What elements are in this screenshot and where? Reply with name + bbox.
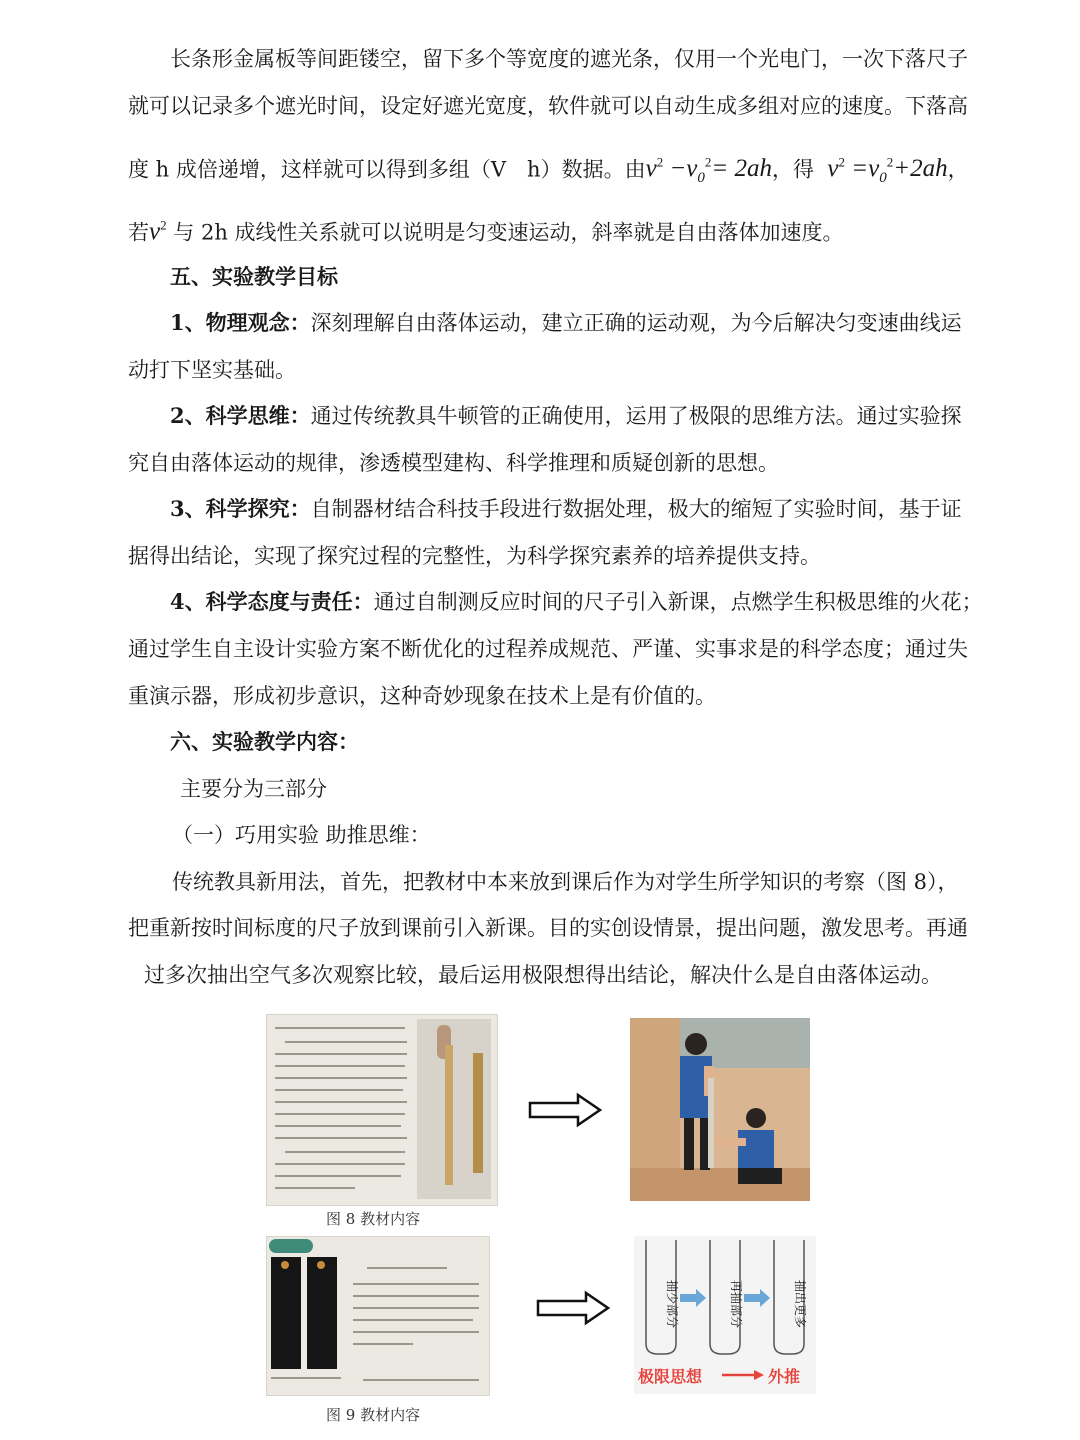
para1-line4: 若$v^2$ 与 2h 成线性关系就可以说明是匀变速运动，斜率就是自由落体加速度。 — [128, 218, 844, 246]
tube3-label: 抽出更多 — [793, 1280, 807, 1329]
tube1-label: 抽少部分 — [665, 1280, 679, 1329]
textbook-page-image — [266, 1014, 498, 1206]
arrow-right-icon — [536, 1290, 612, 1326]
limit-thinking-diagram — [634, 1236, 816, 1394]
goal4: 4、科学态度与责任：通过自制测反应时间的尺子引入新课，点燃学生积极思维的火花； — [170, 589, 983, 614]
goal3: 3、科学探究：自制器材结合科技手段进行数据处理，极大的缩短了实验时间，基于证 — [170, 496, 962, 521]
figure8-caption: 图 8 教材内容 — [326, 1210, 421, 1228]
goal3-cont: 据得出结论，实现了探究过程的完整性，为科学探究素养的培养提供支持。 — [128, 544, 821, 568]
figure9-caption: 图 9 教材内容 — [326, 1406, 421, 1424]
goal1: 1、物理观念：深刻理解自由落体运动，建立正确的运动观，为今后解决匀变速曲线运 — [170, 310, 962, 335]
arrow-right-icon — [744, 1289, 770, 1307]
arrow-right-icon — [680, 1289, 706, 1307]
goal2-cont: 究自由落体运动的规律，渗透模型建构、科学推理和质疑创新的思想。 — [128, 451, 779, 475]
goal4-cont2: 重演示器，形成初步意识，这种奇妙现象在技术上是有价值的。 — [128, 684, 716, 708]
goal1-cont: 动打下坚实基础。 — [128, 358, 296, 382]
part1-heading: （一）巧用实验 助推思维： — [172, 823, 431, 847]
part1-line3: 过多次抽出空气多次观察比较，最后运用极限想得出结论，解决什么是自由落体运动。 — [144, 963, 942, 987]
section5-heading: 五、实验教学目标 — [170, 264, 338, 289]
classroom-photo — [630, 1018, 810, 1201]
section6-sub: 主要分为三部分 — [180, 777, 327, 801]
part1-line1: 传统教具新用法，首先，把教材中本来放到课后作为对学生所学知识的考察（图 8）， — [172, 870, 959, 894]
arrow-right-icon — [754, 1370, 764, 1380]
tube2-label: 再抽部分 — [729, 1280, 743, 1329]
newton-tube-page-image — [266, 1236, 490, 1396]
goal4-cont1: 通过学生自主设计实验方案不断优化的过程养成规范、严谨、实事求是的科学态度；通过失 — [128, 637, 968, 661]
extrapolation-label: 外推 — [768, 1367, 801, 1386]
goal2: 2、科学思维：通过传统教具牛顿管的正确使用，运用了极限的思维方法。通过实验探 — [170, 403, 962, 428]
section6-heading: 六、实验教学内容： — [170, 729, 359, 754]
para1-line2: 就可以记录多个遮光时间，设定好遮光宽度，软件就可以自动生成多组对应的速度。下落高 — [128, 94, 968, 118]
para1-line1: 长条形金属板等间距镂空，留下多个等宽度的遮光条，仅用一个光电门，一次下落尺子 — [170, 47, 968, 71]
part1-line2: 把重新按时间标度的尺子放到课前引入新课。目的实创设情景，提出问题，激发思考。再通 — [128, 916, 968, 940]
arrow-right-icon — [528, 1092, 604, 1128]
para1-line3: 度 h 成倍递增，这样就可以得到多组（V h）数据。由$v^2 -v_0^2= 2ah$，得 $v^2 =v_0^2+2ah$， — [128, 155, 969, 187]
limit-thinking-label: 极限思想 — [638, 1367, 703, 1386]
